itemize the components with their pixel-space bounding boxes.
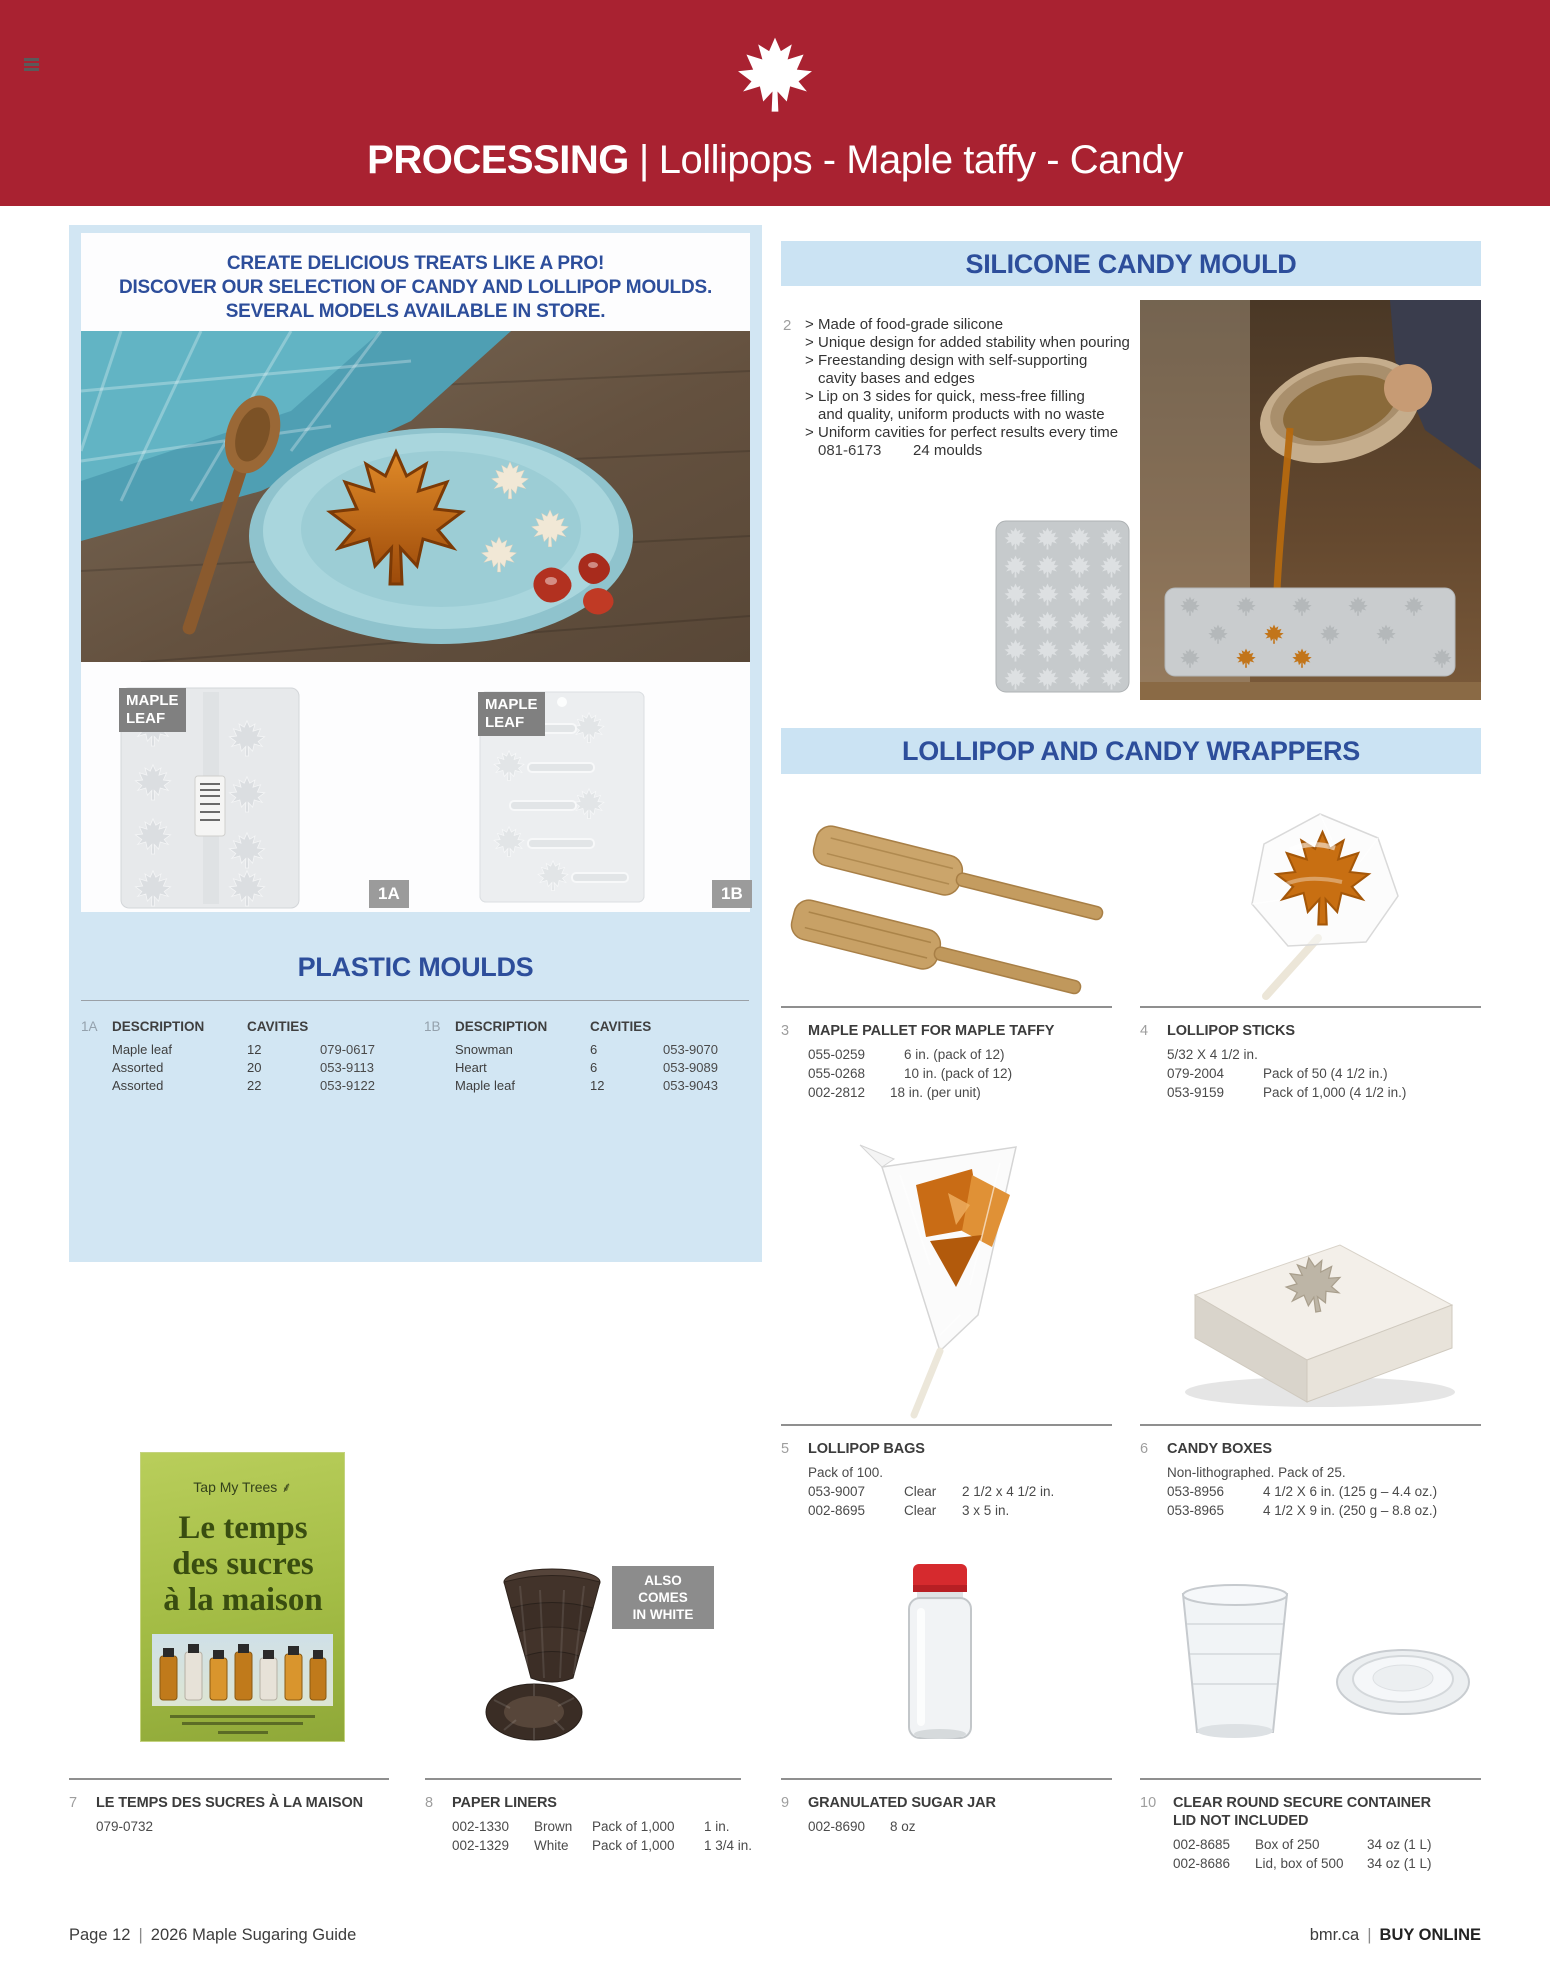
footer-separator: | (1367, 1926, 1372, 1944)
divider (781, 1424, 1112, 1426)
sku-code: 079-2004 (1167, 1066, 1225, 1081)
product-number: 8 (425, 1795, 434, 1811)
intro-line-1: CREATE DELICIOUS TREATS LIKE A PRO! (226, 253, 605, 274)
book-caption-line (182, 1722, 303, 1725)
sku-code: 002-2812 (808, 1085, 866, 1100)
sku-pack: Pack of 1,000 (592, 1838, 675, 1853)
feature-text: cavity bases and edges (818, 370, 975, 387)
sku-size: 1 3/4 in. (704, 1838, 753, 1853)
silicone-features (783, 316, 1143, 460)
lollipop-stick (1266, 938, 1318, 996)
tag-line-1: ALSO COMES (638, 1573, 688, 1605)
col-cavities: CAVITIES (247, 1019, 309, 1034)
table-row (424, 1041, 718, 1059)
item-number: 2 (783, 317, 792, 334)
col-description: DESCRIPTION (112, 1019, 205, 1034)
hand (1384, 364, 1432, 412)
sku-desc: 2 1/2 x 4 1/2 in. (962, 1484, 1055, 1499)
intro-line-3: SEVERAL MODELS AVAILABLE IN STORE. (225, 301, 606, 322)
product-name: PAPER LINERS (452, 1795, 557, 1811)
bullet-marker: > (805, 352, 814, 369)
book-brand: Tap My Trees ⸙ (193, 1479, 292, 1495)
page-title (0, 138, 1550, 183)
tipped-liner (486, 1684, 582, 1740)
product-note: 5/32 X 4 1/2 in. (1167, 1047, 1258, 1062)
sku-code: 053-8956 (1167, 1484, 1225, 1499)
cell-cavities: 22 (247, 1078, 262, 1093)
book-title: Le temps des sucres à la maison (163, 1510, 323, 1618)
divider (781, 1778, 1112, 1780)
cell-cavities: 20 (247, 1060, 262, 1075)
table-row (81, 1059, 375, 1077)
sku-desc: 6 in. (pack of 12) (904, 1047, 1005, 1062)
divider (1140, 1424, 1481, 1426)
cell-sku: 079-0617 (320, 1042, 375, 1057)
table-row (81, 1041, 375, 1059)
sku-code: 002-8690 (808, 1819, 866, 1834)
sku-code: 002-1329 (452, 1838, 510, 1853)
feature-text: Unique design for added stability when pouring (818, 334, 1130, 351)
feature-text: Uniform cavities for perfect results every time (818, 424, 1119, 441)
intro-line-2: DISCOVER OUR SELECTION OF CANDY AND LOLLIPOP MOULDS. (118, 277, 713, 298)
table-row (424, 1077, 718, 1095)
footer-site-link[interactable]: bmr.ca (1309, 1926, 1360, 1944)
col-description: DESCRIPTION (455, 1019, 548, 1034)
product-number: 7 (69, 1795, 78, 1811)
cell-cavities: 6 (590, 1042, 598, 1057)
containers-image (1155, 1580, 1485, 1745)
table-ref: 1B (424, 1019, 441, 1034)
silicone-mould-image (994, 519, 1131, 694)
cell-cavities: 6 (590, 1060, 598, 1075)
product-name: CLEAR ROUND SECURE CONTAINER LID NOT INCLUDED (1173, 1795, 1431, 1829)
sku-desc: 8 oz (890, 1819, 916, 1834)
product-name: GRANULATED SUGAR JAR (808, 1795, 996, 1811)
sku-code: 055-0268 (808, 1066, 866, 1081)
product-name: LOLLIPOP BAGS (808, 1441, 925, 1457)
divider (425, 1778, 741, 1780)
footer-page-number: Page 12 (69, 1926, 131, 1944)
cell-description: Snowman (455, 1042, 513, 1057)
product-number: 10 (1140, 1795, 1157, 1811)
menu-icon[interactable] (24, 58, 39, 71)
product-4 (1140, 1022, 1481, 1102)
liner-stack (504, 1569, 600, 1682)
sku-desc: 24 moulds (913, 442, 983, 459)
sugar-jar-image (895, 1552, 985, 1747)
sku-pack: Pack of 1,000 (592, 1819, 675, 1834)
sku-color: White (534, 1838, 569, 1853)
sku-code: 053-9159 (1167, 1085, 1225, 1100)
intro-text (81, 252, 750, 324)
sku-color: Clear (904, 1503, 937, 1518)
maple-taffy-photo (81, 331, 750, 662)
sku-size: 34 oz (1 L) (1367, 1856, 1432, 1871)
silicone-heading-band (781, 241, 1481, 286)
bullet-marker: > (805, 334, 814, 351)
product-7 (69, 1794, 399, 1836)
product-number: 6 (1140, 1441, 1149, 1457)
sku-size: 1 in. (704, 1819, 730, 1834)
sku-desc: 4 1/2 X 6 in. (125 g – 4.4 oz.) (1263, 1484, 1438, 1499)
product-note: Non-lithographed. Pack of 25. (1167, 1465, 1346, 1480)
tag-line-1: MAPLE (126, 692, 179, 709)
cell-cavities: 12 (590, 1078, 605, 1093)
product-note: Pack of 100. (808, 1465, 884, 1480)
product-10 (1140, 1794, 1481, 1873)
feature-text: Freestanding design with self-supporting (818, 352, 1088, 369)
sku-code: 002-8686 (1173, 1856, 1231, 1871)
syrup-pouring-photo (1140, 300, 1481, 700)
wrappers-heading-band (781, 728, 1481, 774)
sku-code: 053-9007 (808, 1484, 866, 1499)
ref-badge-1b: 1B (712, 880, 752, 908)
cell-description: Maple leaf (455, 1078, 515, 1093)
sku-desc: Pack of 1,000 (4 1/2 in.) (1263, 1085, 1407, 1100)
feature-text: Made of food-grade silicone (818, 316, 1004, 333)
bag-twist (860, 1145, 894, 1167)
book-caption-line (170, 1715, 315, 1718)
bullet-marker: > (805, 388, 814, 405)
tag-line-2: IN WHITE (632, 1607, 694, 1622)
mould-tray (1165, 588, 1455, 676)
tree-icon: ⸙ (281, 1479, 292, 1495)
page-subtitle: Lollipops - Maple taffy - Candy (658, 138, 1183, 182)
wrappers-heading: LOLLIPOP AND CANDY WRAPPERS (902, 736, 1360, 766)
product-8 (425, 1794, 755, 1855)
tag-line-2: LEAF (485, 714, 525, 731)
col-cavities: CAVITIES (590, 1019, 652, 1034)
product-9 (781, 1794, 1111, 1836)
maple-leaf-icon (733, 33, 817, 123)
footer-separator: | (138, 1926, 143, 1944)
footer-guide-title: 2026 Maple Sugaring Guide (150, 1926, 357, 1944)
silicone-heading: SILICONE CANDY MOULD (965, 249, 1297, 279)
table-ref: 1A (81, 1019, 98, 1034)
table-row (424, 1059, 718, 1077)
barcode-sticker (195, 776, 225, 836)
bullet-marker: > (805, 316, 814, 333)
cell-description: Assorted (112, 1060, 164, 1075)
moulds-table-b (424, 1018, 718, 1095)
feature-text: Lip on 3 sides for quick, mess-free filling (818, 388, 1085, 405)
product-name: CANDY BOXES (1167, 1441, 1272, 1457)
cell-cavities: 12 (247, 1042, 262, 1057)
tag-line-1: MAPLE (485, 696, 538, 713)
table-row (81, 1077, 375, 1095)
divider (81, 1000, 749, 1001)
sku-desc: 3 x 5 in. (962, 1503, 1010, 1518)
moulds-table-a (81, 1018, 375, 1095)
sku-pack: Lid, box of 500 (1255, 1856, 1344, 1871)
product-number: 9 (781, 1795, 790, 1811)
product-name: MAPLE PALLET FOR MAPLE TAFFY (808, 1023, 1055, 1039)
plastic-moulds-heading: PLASTIC MOULDS (297, 952, 534, 982)
maple-leaf-tag-a (119, 688, 186, 732)
paper-liners-image (470, 1550, 630, 1750)
sku-pack: Box of 250 (1255, 1837, 1320, 1852)
also-comes-in-white-tag (612, 1566, 714, 1629)
cell-description: Maple leaf (112, 1042, 172, 1057)
product-3 (781, 1022, 1121, 1102)
buy-online-label: BUY ONLINE (1379, 1926, 1481, 1944)
sku-desc: 10 in. (pack of 12) (904, 1066, 1013, 1081)
maple-leaf-tag-b (478, 692, 545, 736)
bullet-marker: > (805, 424, 814, 441)
maple-pallet-image (790, 805, 1110, 995)
sku-desc: 4 1/2 X 9 in. (250 g – 8.8 oz.) (1263, 1503, 1438, 1518)
product-number: 5 (781, 1441, 790, 1457)
lollipop-bag-image (820, 1115, 1075, 1420)
container-cup (1183, 1585, 1287, 1738)
lollipop-image (1170, 800, 1450, 1000)
sku-code: 002-8695 (808, 1503, 866, 1518)
divider (1140, 1006, 1481, 1008)
product-5 (781, 1440, 1121, 1520)
cell-description: Assorted (112, 1078, 164, 1093)
title-separator: | (638, 138, 649, 182)
candy-box-image (1150, 1200, 1481, 1415)
product-6 (1140, 1440, 1481, 1520)
cell-sku: 053-9089 (663, 1060, 718, 1075)
book-photo-strip (152, 1634, 333, 1706)
sku-size: 34 oz (1 L) (1367, 1837, 1432, 1852)
tag-line-2: LEAF (126, 710, 166, 727)
cell-description: Heart (455, 1060, 487, 1075)
page-category: PROCESSING (367, 138, 629, 182)
product-number: 3 (781, 1023, 790, 1039)
header-band (0, 0, 1550, 206)
book-cover-image (140, 1452, 345, 1742)
bag-stick (914, 1351, 940, 1415)
book-caption-line (218, 1731, 268, 1734)
cell-sku: 053-9043 (663, 1078, 718, 1093)
cell-sku: 053-9122 (320, 1078, 375, 1093)
product-number: 4 (1140, 1023, 1149, 1039)
sku-desc: 18 in. (per unit) (890, 1085, 981, 1100)
sku-code: 002-8685 (1173, 1837, 1231, 1852)
feature-text: and quality, uniform products with no waste (818, 406, 1105, 423)
sku-code: 079-0732 (96, 1819, 154, 1834)
page-footer (69, 1926, 1481, 1945)
pallet-2 (790, 897, 1085, 995)
container-lid (1337, 1650, 1469, 1714)
sku-desc: Pack of 50 (4 1/2 in.) (1263, 1066, 1388, 1081)
sku-code: 081-6173 (818, 442, 882, 459)
divider (781, 1006, 1112, 1008)
product-name: LE TEMPS DES SUCRES À LA MAISON (96, 1795, 364, 1811)
sku-code: 053-8965 (1167, 1503, 1225, 1518)
divider (69, 1778, 389, 1780)
divider (1140, 1778, 1481, 1780)
sku-color: Brown (534, 1819, 573, 1834)
cell-sku: 053-9070 (663, 1042, 718, 1057)
sku-code: 055-0259 (808, 1047, 866, 1062)
sku-code: 002-1330 (452, 1819, 510, 1834)
ref-badge-1a: 1A (369, 880, 409, 908)
sku-color: Clear (904, 1484, 937, 1499)
cell-sku: 053-9113 (320, 1060, 374, 1075)
product-name: LOLLIPOP STICKS (1167, 1023, 1295, 1039)
